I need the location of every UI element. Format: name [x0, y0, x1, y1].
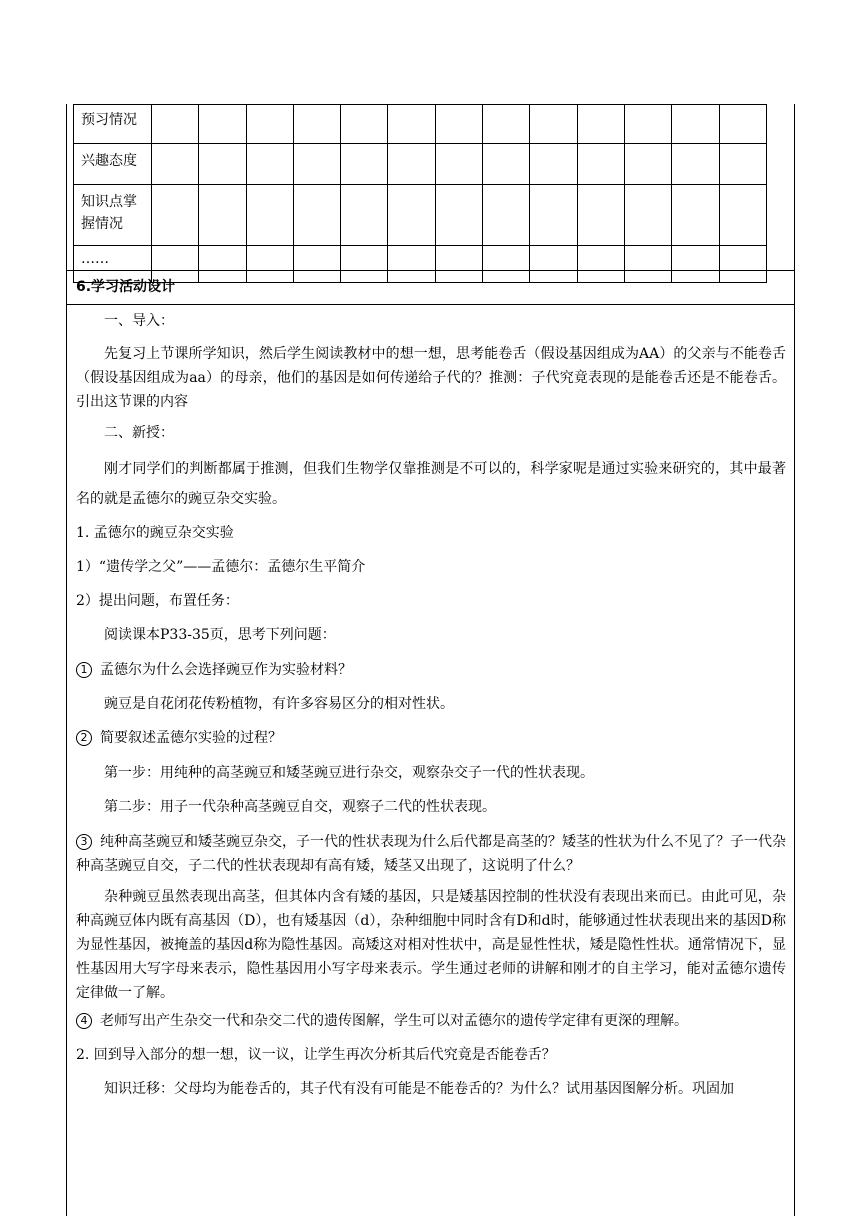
- section-title: 6.学习活动设计: [76, 279, 176, 295]
- intro-paragraph: 先复习上节课所学知识，然后学生阅读教材中的想一想，思考能卷舌（假设基因组成为AA）的父亲与不能卷舌（假设基因组成为aa）的母亲，他们的基因是如何传递给子代的？推测：子代究竟表现的是能卷舌还是不能卷舌。引出这节课的内容: [76, 346, 786, 410]
- table-row: [74, 246, 767, 283]
- question-4: [76, 1010, 688, 1032]
- intro-heading: 一、导入：: [104, 313, 174, 329]
- section-title-divider: [66, 304, 794, 305]
- question-3-text: 纯种高茎豌豆和矮茎豌豆杂交，子一代的性状表现为什么后代都是高茎的？矮茎的性状为什么不见了？子一代杂种高茎豌豆自交，子二代的性状表现却有高有矮，矮茎又出现了，这说明了什么？: [76, 834, 786, 874]
- item-1-2: 2）提出问题，布置任务：: [76, 593, 239, 609]
- table-row: [74, 105, 767, 144]
- new-lesson-paragraph: 刚才同学们的判断都属于推测，但我们生物学仅靠推测是不可以的，科学家呢是通过实验来研究的，其中最著名的就是孟德尔的豌豆杂交实验。: [76, 461, 786, 507]
- question-2: [76, 727, 282, 749]
- row-label-more: ……: [74, 246, 152, 283]
- evaluation-table: [73, 104, 767, 283]
- question-3: [76, 830, 786, 878]
- table-row: [74, 144, 767, 185]
- knowledge-transfer: 知识迁移：父母均为能卷舌的，其子代有没有可能是不能卷舌的？为什么？试用基因图解分析。巩固加: [104, 1081, 734, 1097]
- number-circle-1: 1: [76, 662, 92, 678]
- step-1: 第一步：用纯种的高茎豌豆和矮茎豌豆进行杂交，观察杂交子一代的性状表现。: [104, 765, 594, 781]
- question-2-text: 简要叙述孟德尔实验的过程？: [100, 730, 282, 746]
- table-row: [74, 185, 767, 246]
- new-lesson-heading: 二、新授：: [104, 425, 174, 441]
- question-1: [76, 659, 352, 681]
- item-1-1: 1）“遗传学之父”——孟德尔：孟德尔生平简介: [76, 559, 366, 575]
- section-divider: [66, 270, 794, 271]
- step-2: 第二步：用子一代杂种高茎豌豆自交，观察子二代的性状表现。: [104, 799, 496, 815]
- answer-3: 杂种豌豆虽然表现出高茎，但其体内含有矮的基因，只是矮基因控制的性状没有表现出来而已。由此可见，杂种高豌豆体内既有高基因（D），也有矮基因（d），杂种细胞中同时含有D和d时，能够通过性状表现出来的基因D称为显性基因，被掩盖的基因d称为隐性基因。高矮这对相对性状中，高是显性性状，矮是隐性性状。通常情况下，显性基因用大写字母来表示，隐性基因用小写字母来表示。学生通过老师的讲解和刚才的自主学习，能对孟德尔遗传定律做一了解。: [76, 889, 786, 1001]
- row-label-knowledge: [74, 185, 152, 246]
- reading-task: 阅读课本P33-35页，思考下列问题：: [104, 627, 336, 643]
- number-circle-4: 4: [76, 1013, 92, 1029]
- answer-1: 豌豆是自花闭花传粉植物，有许多容易区分的相对性状。: [104, 696, 454, 712]
- row-label-preview: 预习情况: [74, 105, 152, 144]
- row-label-knowledge-line1: 知识点掌: [81, 194, 137, 210]
- question-1-text: 孟德尔为什么会选择豌豆作为实验材料？: [100, 662, 352, 678]
- item-1-heading: 1. 孟德尔的豌豆杂交实验: [76, 525, 234, 541]
- row-label-knowledge-line2: 握情况: [81, 216, 123, 232]
- question-4-text: 老师写出产生杂交一代和杂交二代的遗传图解，学生可以对孟德尔的遗传学定律有更深的理解。: [100, 1013, 688, 1029]
- item-2-heading: 2. 回到导入部分的想一想，议一议，让学生再次分析其后代究竟是否能卷舌？: [76, 1047, 556, 1063]
- number-circle-2: 2: [76, 730, 92, 746]
- row-label-interest: 兴趣态度: [74, 144, 152, 185]
- number-circle-3: 3: [76, 834, 92, 850]
